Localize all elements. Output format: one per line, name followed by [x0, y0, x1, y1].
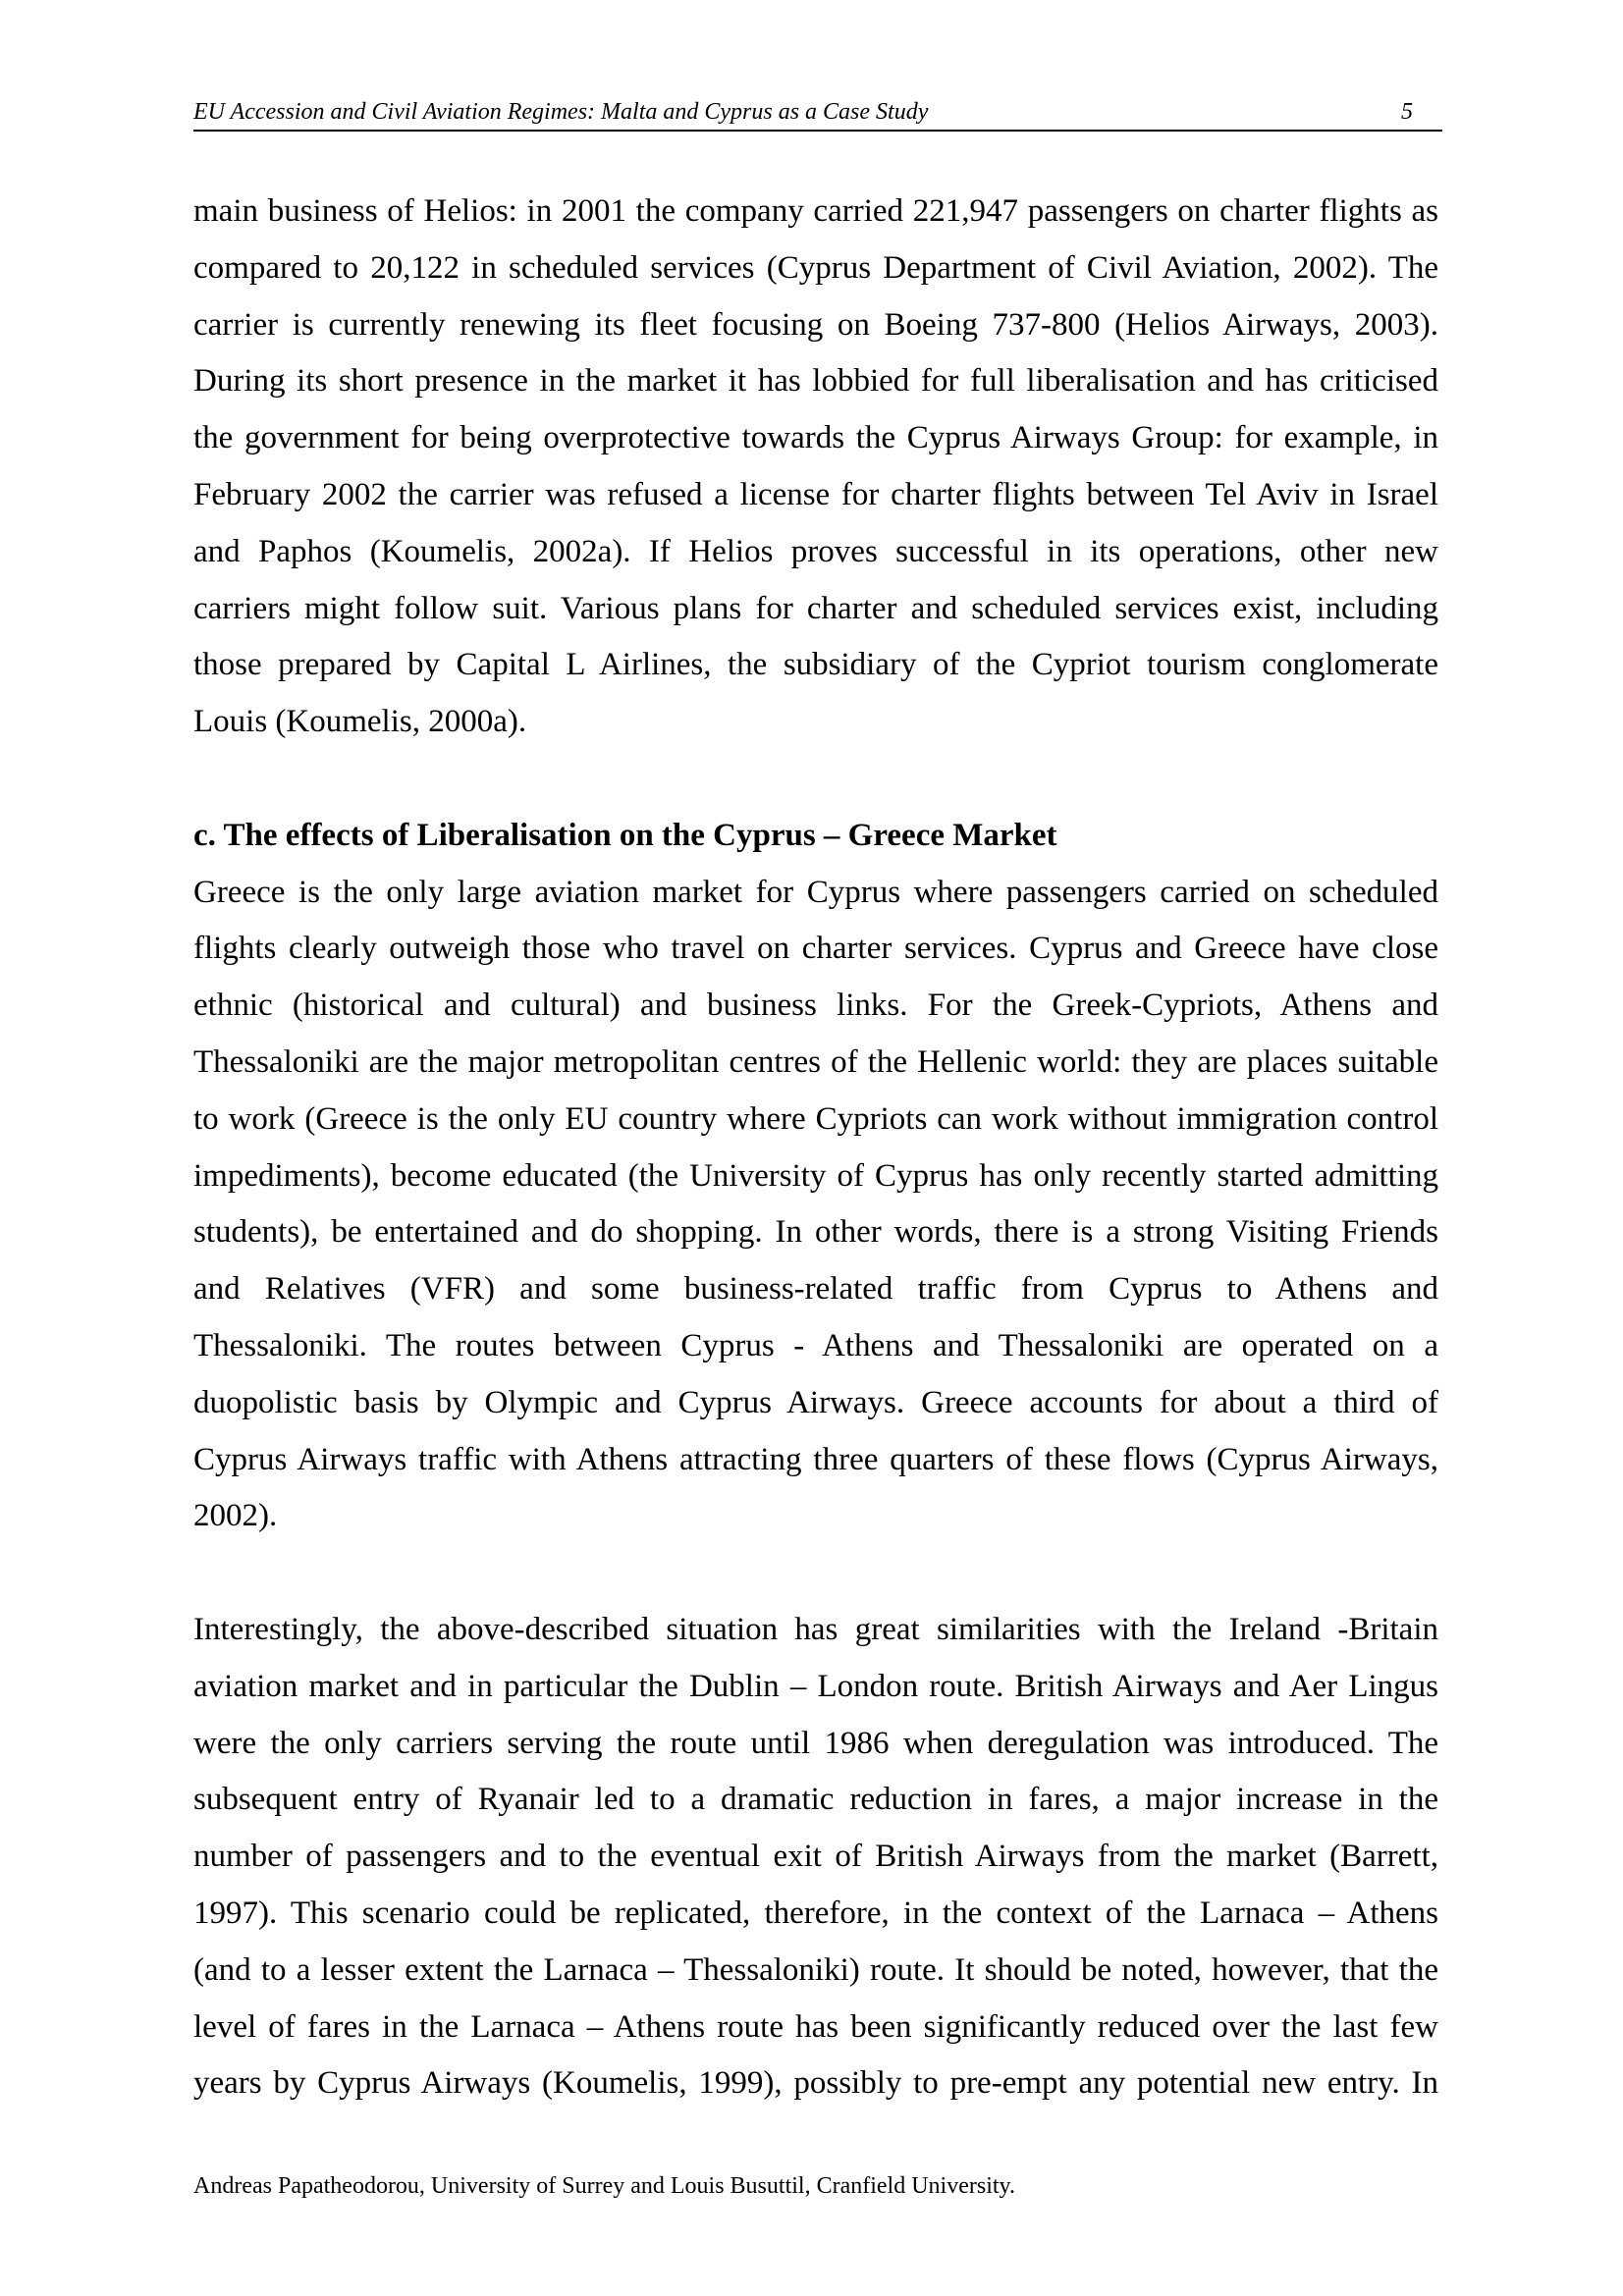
text-line: February 2002 the carrier was refused a license for charter flights between Tel Aviv in Israel — [193, 476, 1438, 512]
paragraph-spacer — [193, 751, 1438, 808]
text-line: and Relatives (VFR) and some business-related traffic from Cyprus to Athens and — [193, 1271, 1438, 1308]
text-line: were the only carriers serving the route until 1986 when deregulation was introduced. The — [193, 1725, 1438, 1761]
text-line: years by Cyprus Airways (Koumelis, 1999), possibly to pre-empt any potential new entry. In — [193, 2065, 1438, 2102]
page-footer: Andreas Papatheodorou, University of Surrey and Louis Busuttil, Cranfield University. — [193, 2173, 1015, 2199]
paragraph-helios — [193, 184, 1438, 751]
text-line: subsequent entry of Ryanair led to a dramatic reduction in fares, a major increase in the — [193, 1782, 1438, 1818]
text-line: carriers might follow suit. Various plans for charter and scheduled services exist, including — [193, 590, 1438, 626]
text-line: and Paphos (Koumelis, 2002a). If Helios proves successful in its operations, other new — [193, 533, 1438, 569]
header-title: EU Accession and Civil Aviation Regimes: Malta and Cyprus as a Case Study — [193, 99, 929, 125]
page-number: 5 — [1401, 99, 1413, 125]
text-line: Louis (Koumelis, 2000a). — [193, 704, 527, 740]
text-line: those prepared by Capital L Airlines, the subsidiary of the Cypriot tourism conglomerate — [193, 647, 1438, 683]
text-line: Cyprus Airways traffic with Athens attracting three quarters of these flows (Cyprus Airways, — [193, 1441, 1438, 1477]
section-heading: c. The effects of Liberalisation on the Cyprus – Greece Market — [193, 817, 1057, 853]
text-line: 2002). — [193, 1498, 278, 1534]
text-line: compared to 20,122 in scheduled services (Cyprus Department of Civil Aviation, 2002). The — [193, 249, 1438, 286]
text-line: ethnic (historical and cultural) and business links. For the Greek-Cypriots, Athens and — [193, 988, 1438, 1024]
text-line: Thessaloniki. The routes between Cyprus - Athens and Thessaloniki are operated on a — [193, 1327, 1438, 1363]
text-line: level of fares in the Larnaca – Athens route has been significantly reduced over the last few — [193, 2008, 1438, 2045]
text-line: main business of Helios: in 2001 the company carried 221,947 passengers on charter flights as — [193, 193, 1438, 229]
text-line: flights clearly outweigh those who travel on charter services. Cyprus and Greece have close — [193, 931, 1438, 967]
text-line: During its short presence in the market it has lobbied for full liberalisation and has criticised — [193, 363, 1438, 400]
text-line: students), be entertained and do shopping. In other words, there is a strong Visiting Friends — [193, 1214, 1438, 1251]
text-line: aviation market and in particular the Dublin – London route. British Airways and Aer Lingus — [193, 1668, 1438, 1704]
text-line: Interestingly, the above-described situation has great similarities with the Ireland -Britain — [193, 1611, 1438, 1647]
text-line: Thessaloniki are the major metropolitan centres of the Hellenic world: they are places suitable — [193, 1043, 1438, 1080]
text-line: impediments), become educated (the University of Cyprus has only recently started admitting — [193, 1157, 1438, 1194]
running-header — [193, 94, 1442, 132]
text-line: duopolistic basis by Olympic and Cyprus Airways. Greece accounts for about a third of — [193, 1384, 1438, 1420]
text-line: to work (Greece is the only EU country where Cypriots can work without immigration control — [193, 1100, 1438, 1137]
page-body — [193, 184, 1438, 2112]
paragraph-spacer — [193, 1545, 1438, 1602]
text-line: (and to a lesser extent the Larnaca – Thessaloniki) route. It should be noted, however, that the — [193, 1951, 1438, 1988]
text-line: 1997). This scenario could be replicated, therefore, in the context of the Larnaca – Athens — [193, 1895, 1438, 1931]
text-line: Greece is the only large aviation market for Cyprus where passengers carried on scheduled — [193, 874, 1438, 910]
paragraph-ireland-britain — [193, 1602, 1438, 2112]
text-line: carrier is currently renewing its fleet focusing on Boeing 737-800 (Helios Airways, 2003). — [193, 306, 1438, 343]
text-line: number of passengers and to the eventual exit of British Airways from the market (Barrett, — [193, 1839, 1438, 1875]
paragraph-greece-market — [193, 865, 1438, 1546]
text-line: the government for being overprotective towards the Cyprus Airways Group: for example, in — [193, 420, 1438, 456]
